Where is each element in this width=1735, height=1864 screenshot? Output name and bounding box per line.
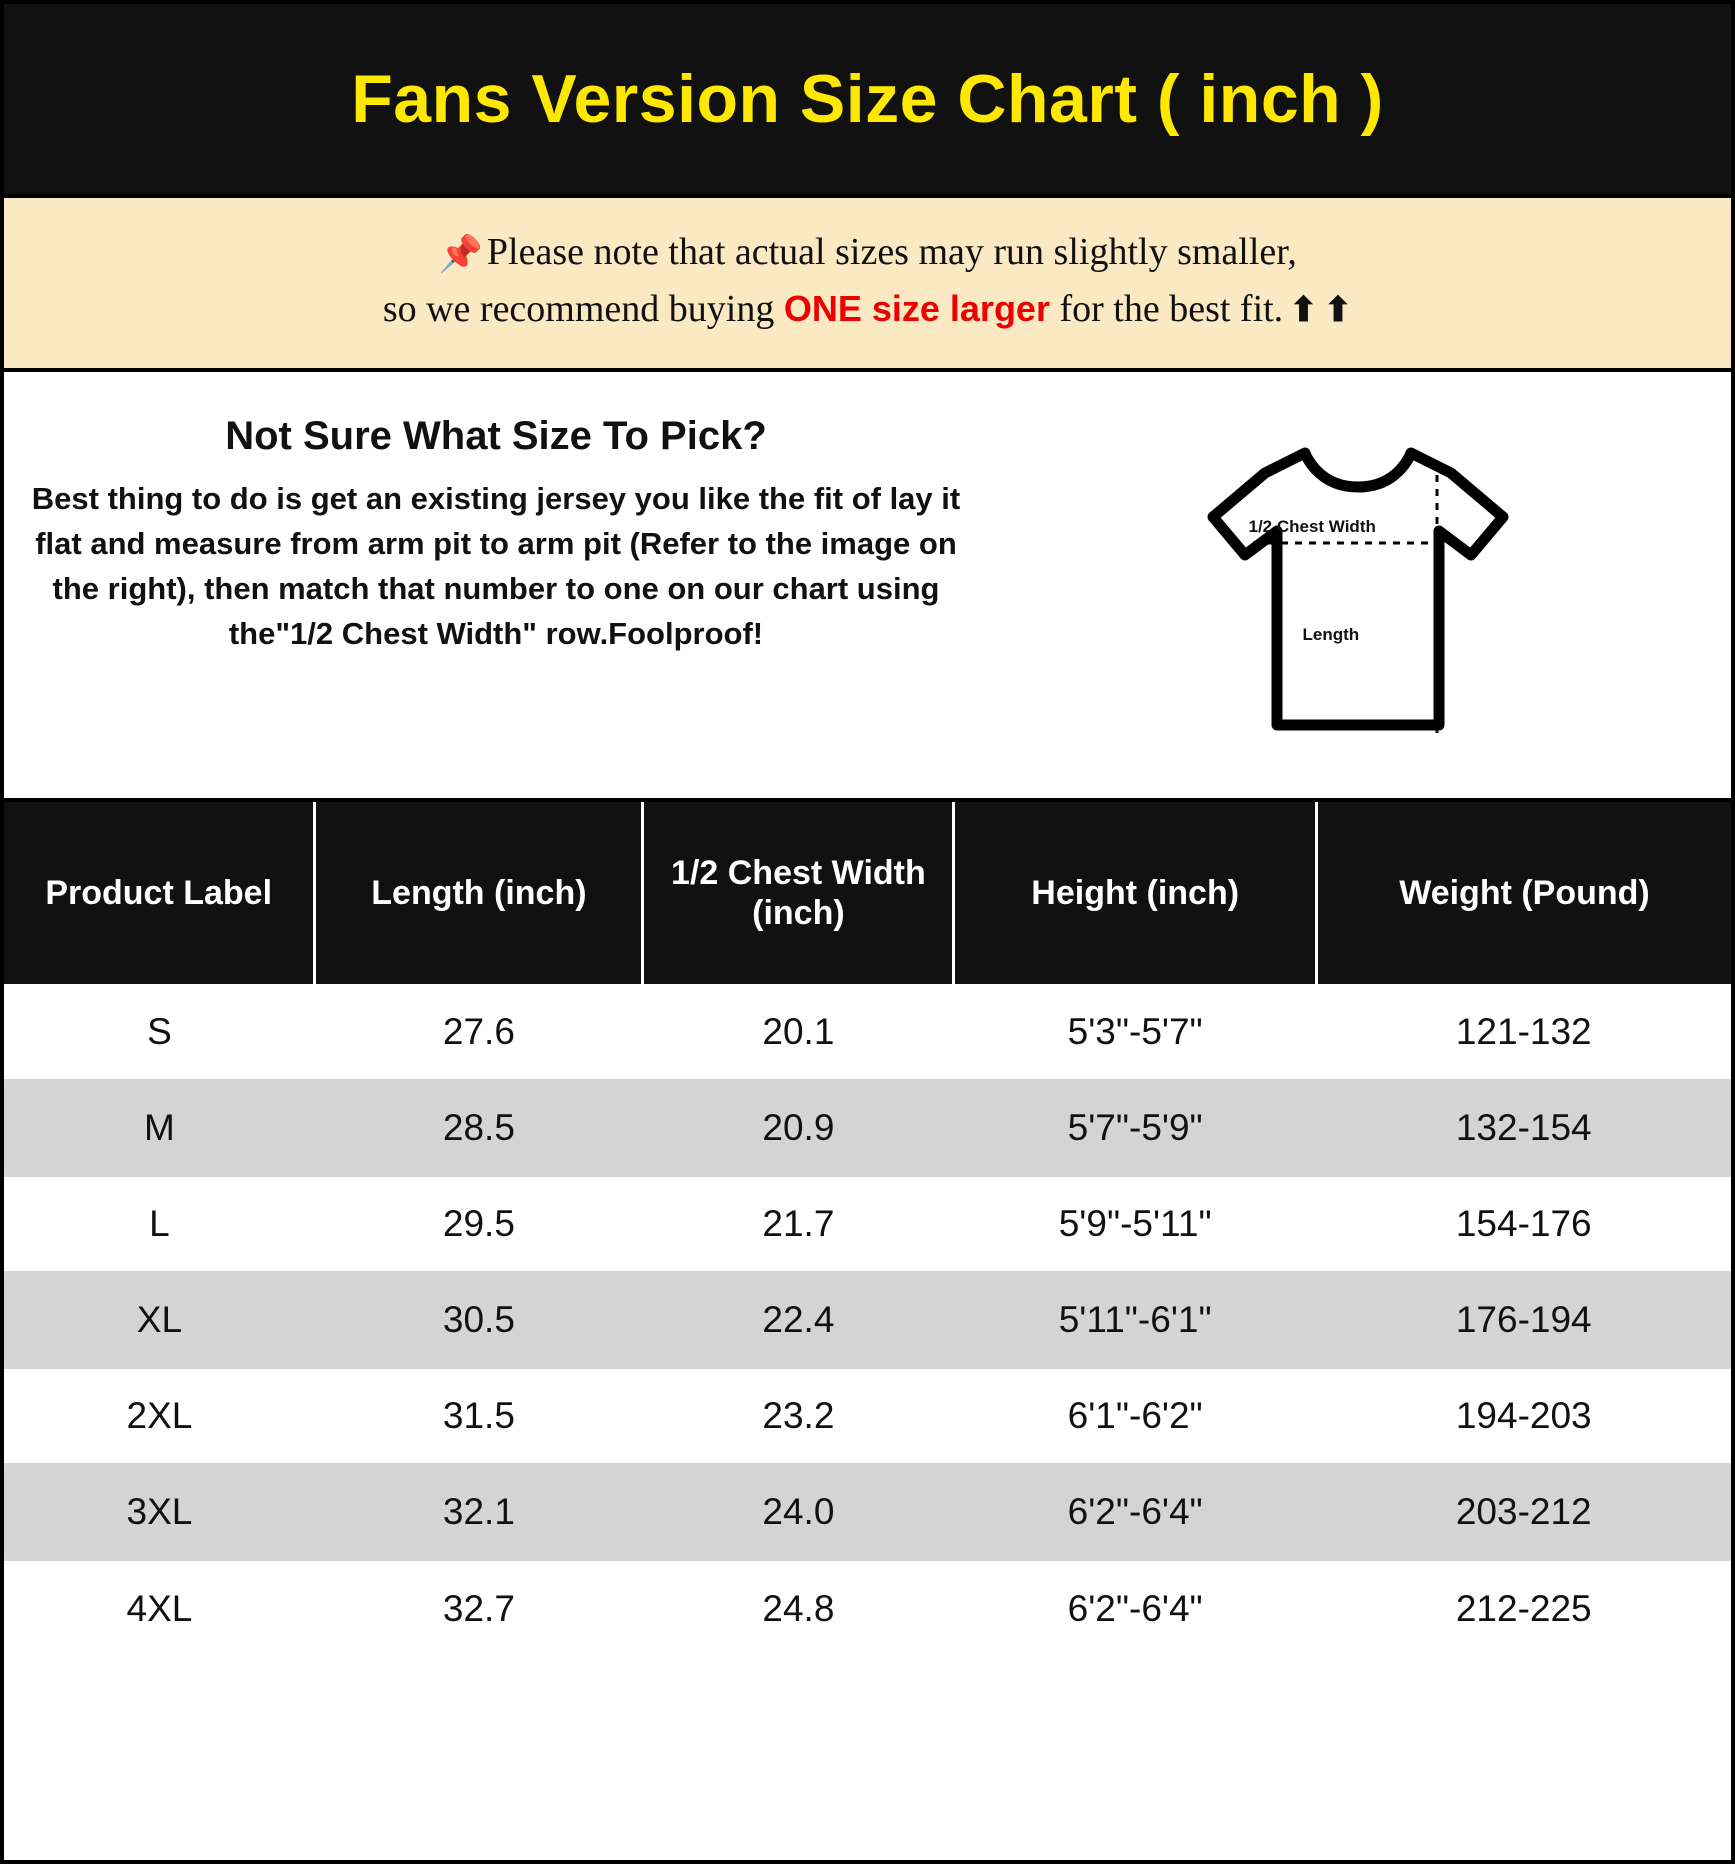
cell-length: 32.7: [442, 1587, 515, 1629]
tshirt-icon: [1193, 425, 1523, 755]
table-row: [4, 1272, 1731, 1368]
note-line-2: [24, 281, 1711, 338]
column-header-length: Length (inch): [315, 802, 643, 984]
cell-chest-width: 23.2: [643, 1368, 954, 1464]
cell-length: 28.5: [315, 1080, 643, 1176]
cell-height: 6'2"-6'4": [954, 1464, 1317, 1560]
cell-weight: 212-225: [1455, 1587, 1592, 1629]
cell-weight: 176-194: [1317, 1272, 1732, 1368]
cell-height: 6'2"-6'4": [1067, 1587, 1203, 1629]
cell-size: S: [4, 984, 315, 1080]
cell-height: 5'11"-6'1": [954, 1272, 1317, 1368]
cell-size: 3XL: [4, 1464, 315, 1560]
cell-chest-width: 20.9: [643, 1080, 954, 1176]
cell-chest-width: 20.1: [643, 984, 954, 1080]
arrow-up-icon-1: ⬆: [1289, 292, 1318, 329]
pushpin-icon: 📌: [438, 234, 483, 274]
header-banner: [4, 4, 1731, 194]
table-row: [4, 1464, 1731, 1560]
cell-size: XL: [4, 1272, 315, 1368]
figure-length-label: Length: [1302, 625, 1360, 644]
guide-title: Not Sure What Size To Pick?: [225, 414, 767, 458]
cell-weight: 203-212: [1317, 1464, 1732, 1560]
cell-size: 2XL: [4, 1368, 315, 1464]
cell-chest-width: 24.8: [762, 1587, 835, 1629]
column-header-height: Height (inch): [954, 802, 1317, 984]
page-title: Fans Version Size Chart ( inch ): [351, 61, 1384, 137]
cell-length: 29.5: [315, 1176, 643, 1272]
cell-height: 5'7"-5'9": [954, 1080, 1317, 1176]
cell-height: 5'9"-5'11": [954, 1176, 1317, 1272]
cell-height: 5'3"-5'7": [954, 984, 1317, 1080]
note-line-1: [24, 224, 1711, 281]
table-row: [4, 1560, 1731, 1656]
cell-length: 30.5: [315, 1272, 643, 1368]
cell-size: L: [4, 1176, 315, 1272]
cell-size: 4XL: [126, 1587, 193, 1629]
cell-length: 31.5: [315, 1368, 643, 1464]
measurement-guide: [4, 372, 1731, 802]
table-row: [4, 984, 1731, 1080]
table-row: [4, 1080, 1731, 1176]
size-table: [4, 802, 1731, 1656]
cell-height: 6'1"-6'2": [954, 1368, 1317, 1464]
table-row: [4, 1176, 1731, 1272]
note-text-2-prefix: so we recommend buying: [382, 288, 784, 330]
note-text-1: Please note that actual sizes may run slightly smaller,: [486, 231, 1297, 273]
cell-length: 32.1: [315, 1464, 643, 1560]
guide-text-block: [4, 372, 1004, 657]
arrow-up-icon-2: ⬆: [1323, 292, 1353, 329]
table-header-row: [4, 802, 1731, 984]
cell-weight: 154-176: [1317, 1176, 1732, 1272]
cell-weight: 132-154: [1317, 1080, 1732, 1176]
tshirt-figure: [1004, 372, 1731, 798]
cell-length: 27.6: [315, 984, 643, 1080]
figure-chest-label: 1/2 Chest Width: [1248, 517, 1376, 536]
guide-body: Best thing to do is get an existing jersey you like the fit of lay it flat and measure from arm pit to arm pit (Refer to the image on the right), then match that number to one on our chart using the"1/2 Chest Width" row.Foolproof!: [31, 481, 961, 651]
table-row: [4, 1368, 1731, 1464]
cell-size: M: [4, 1080, 315, 1176]
cell-chest-width: 24.0: [643, 1464, 954, 1560]
note-text-2-suffix: for the best fit.: [1049, 288, 1284, 330]
cell-chest-width: 22.4: [643, 1272, 954, 1368]
column-header-product-label: Product Label: [4, 802, 315, 984]
size-note: [4, 194, 1731, 372]
column-header-chest-width: 1/2 Chest Width (inch): [643, 802, 954, 984]
cell-chest-width: 21.7: [643, 1176, 954, 1272]
cell-weight: 121-132: [1317, 984, 1732, 1080]
column-header-weight: Weight (Pound): [1317, 802, 1732, 984]
cell-weight: 194-203: [1317, 1368, 1732, 1464]
note-emphasis: ONE size larger: [783, 288, 1050, 329]
